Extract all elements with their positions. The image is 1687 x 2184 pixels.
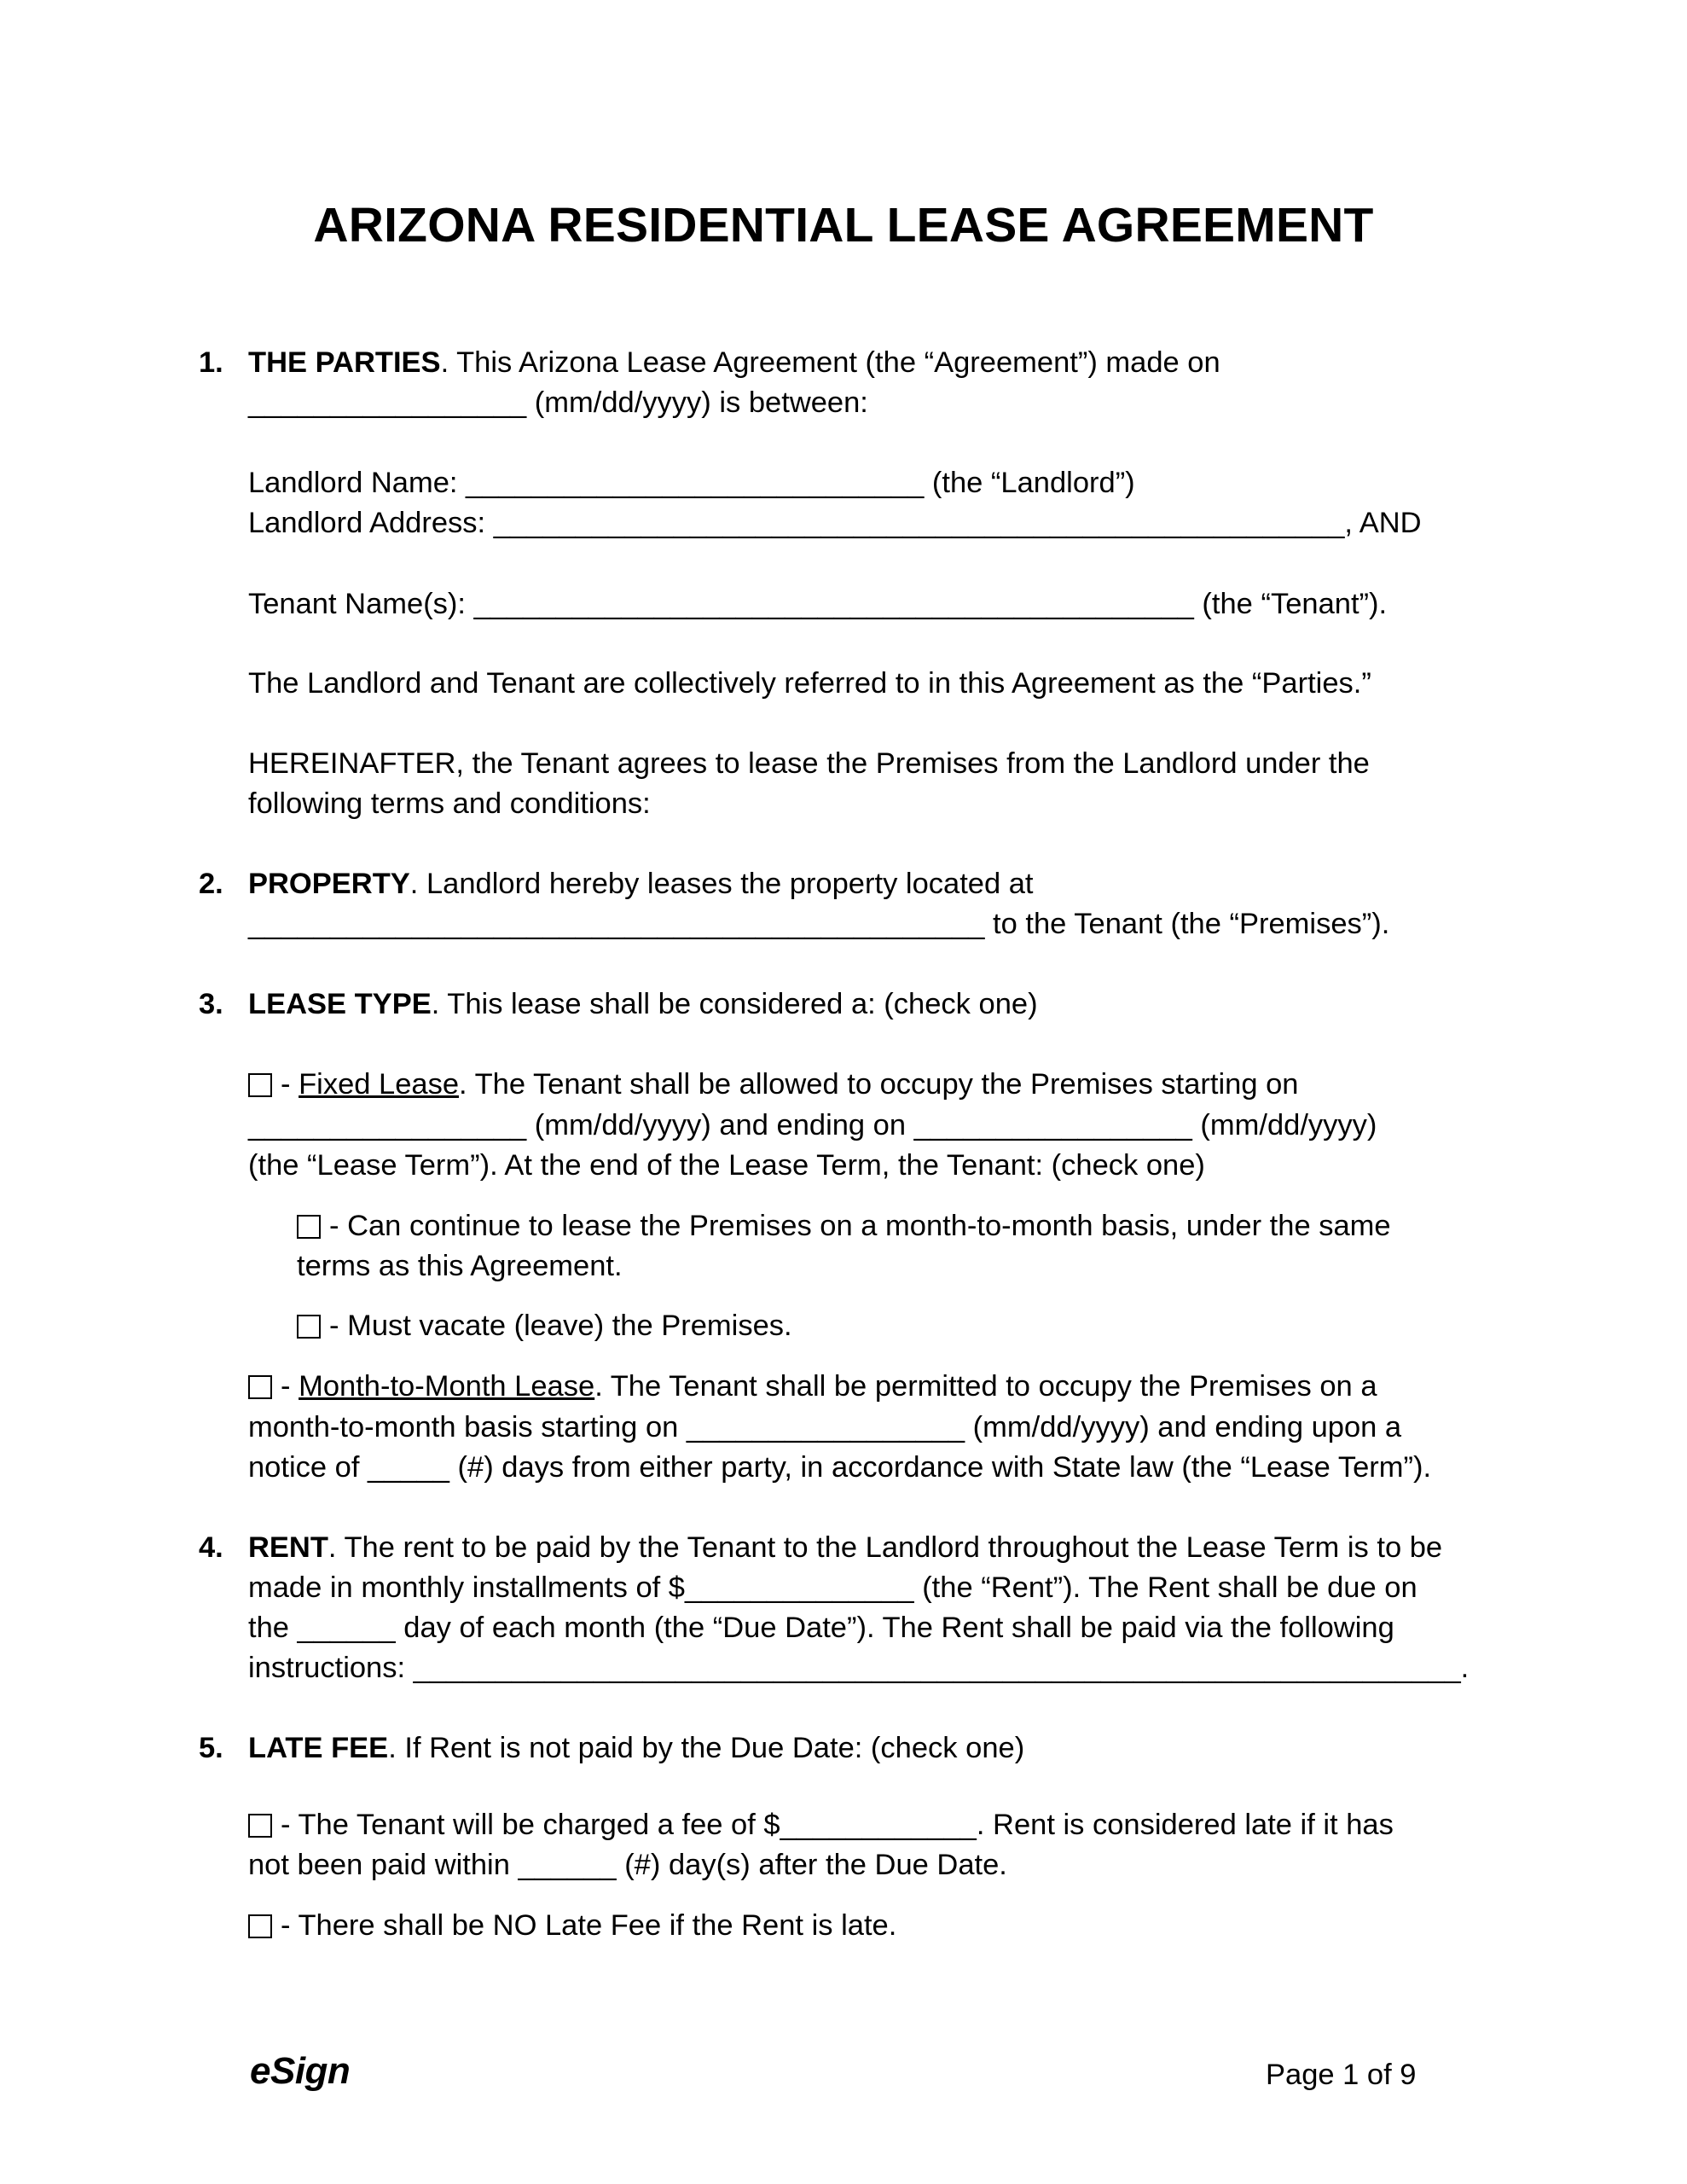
section-3-intro: . This lease shall be considered a: (check one) [431, 988, 1038, 1020]
section-1-intro: . This Arizona Lease Agreement (the “Agreement”) made on [440, 346, 1220, 379]
section-5-intro: . If Rent is not paid by the Due Date: (check one) [388, 1732, 1025, 1764]
month-to-month-option: - Month-to-Month Lease. The Tenant shall be permitted to occupy the Premises on a [248, 1367, 1377, 1407]
parties-definition: The Landlord and Tenant are collectively referred to in this Agreement as the “Parties.” [248, 667, 1371, 700]
fixed-lease-label: Fixed Lease [299, 1068, 460, 1101]
fixed-lease-text: . The Tenant shall be allowed to occupy the Premises starting on [459, 1068, 1299, 1101]
hereinafter-line-2: following terms and conditions: [248, 787, 651, 820]
continue-text: - Can continue to lease the Premises on a month-to-month basis, under the same [329, 1210, 1391, 1242]
continue-text-line-2: terms as this Agreement. [297, 1250, 623, 1282]
section-5-number: 5. [199, 1732, 223, 1764]
section-5-line-1 [248, 1728, 1024, 1769]
section-3-number: 3. [199, 988, 223, 1020]
section-1-heading: THE PARTIES [248, 346, 441, 379]
no-late-fee-option [248, 1906, 896, 1946]
section-4-intro: . The rent to be paid by the Tenant to the Landlord throughout the Lease Term is to be [328, 1531, 1443, 1564]
fixed-lease-checkbox[interactable] [248, 1073, 272, 1097]
must-vacate-checkbox[interactable] [297, 1315, 321, 1339]
agreement-date-field[interactable]: _________________ (mm/dd/yyyy) is between: [248, 386, 868, 419]
section-1-number: 1. [199, 346, 223, 379]
property-address-field[interactable]: _____________________________________________ to the Tenant (the “Premises”). [248, 908, 1390, 940]
hereinafter-line-1: HEREINAFTER, the Tenant agrees to lease the Premises from the Landlord under the [248, 747, 1370, 780]
month-to-month-continue-option [297, 1206, 1391, 1246]
fixed-lease-dates-field[interactable]: _________________ (mm/dd/yyyy) and ending on _________________ (mm/dd/yyyy) [248, 1109, 1377, 1141]
section-1-line-1 [248, 343, 1220, 383]
late-fee-text: - The Tenant will be charged a fee of $____________. Rent is considered late if it has [281, 1809, 1394, 1841]
month-to-month-text: . The Tenant shall be permitted to occupy the Premises on a [594, 1370, 1377, 1403]
section-5-heading: LATE FEE [248, 1732, 389, 1764]
no-late-fee-checkbox[interactable] [248, 1914, 272, 1938]
must-vacate-text: - Must vacate (leave) the Premises. [329, 1310, 792, 1342]
due-day-field[interactable]: the ______ day of each month (the “Due Date”). The Rent shall be paid via the following [248, 1612, 1394, 1644]
section-4-number: 4. [199, 1531, 223, 1564]
section-2-intro: . Landlord hereby leases the property located at [409, 868, 1034, 900]
page-number: Page 1 of 9 [1266, 2059, 1417, 2091]
section-4-line-1 [248, 1528, 1442, 1568]
late-fee-days-field[interactable]: not been paid within ______ (#) day(s) after the Due Date. [248, 1849, 1007, 1881]
section-2-line-1 [248, 864, 1034, 904]
late-fee-option [248, 1805, 1394, 1845]
section-2-number: 2. [199, 868, 223, 900]
section-3-line-1 [248, 985, 1038, 1025]
document-title: ARIZONA RESIDENTIAL LEASE AGREEMENT [313, 198, 1374, 253]
landlord-address-field[interactable]: Landlord Address: ____________________________________________________, AND [248, 507, 1422, 539]
fixed-lease-term-text: (the “Lease Term”). At the end of the Lease Term, the Tenant: (check one) [248, 1149, 1205, 1182]
month-to-month-start-field[interactable]: month-to-month basis starting on _________________ (mm/dd/yyyy) and ending upon a [248, 1411, 1402, 1443]
no-late-fee-text: - There shall be NO Late Fee if the Rent is late. [281, 1909, 897, 1942]
section-3-heading: LEASE TYPE [248, 988, 432, 1020]
fixed-lease-option: - Fixed Lease. The Tenant shall be allowed to occupy the Premises starting on [248, 1065, 1299, 1105]
late-fee-checkbox[interactable] [248, 1814, 272, 1838]
esign-logo: eSign [250, 2050, 351, 2092]
month-to-month-label: Month-to-Month Lease [299, 1370, 595, 1403]
landlord-name-field[interactable]: Landlord Name: ____________________________ (the “Landlord”) [248, 467, 1135, 499]
section-2-heading: PROPERTY [248, 868, 410, 900]
payment-instructions-field[interactable]: instructions: ________________________________________________________________. [248, 1652, 1470, 1684]
tenant-name-field[interactable]: Tenant Name(s): ____________________________________________ (the “Tenant”). [248, 588, 1388, 620]
section-4-heading: RENT [248, 1531, 328, 1564]
rent-amount-field[interactable]: made in monthly installments of $______________ (the “Rent”). The Rent shall be due on [248, 1571, 1417, 1604]
continue-checkbox[interactable] [297, 1215, 321, 1239]
month-to-month-checkbox[interactable] [248, 1375, 272, 1399]
must-vacate-option [297, 1306, 792, 1346]
notice-days-field[interactable]: notice of _____ (#) days from either party, in accordance with State law (the “Lease Term”). [248, 1451, 1432, 1484]
